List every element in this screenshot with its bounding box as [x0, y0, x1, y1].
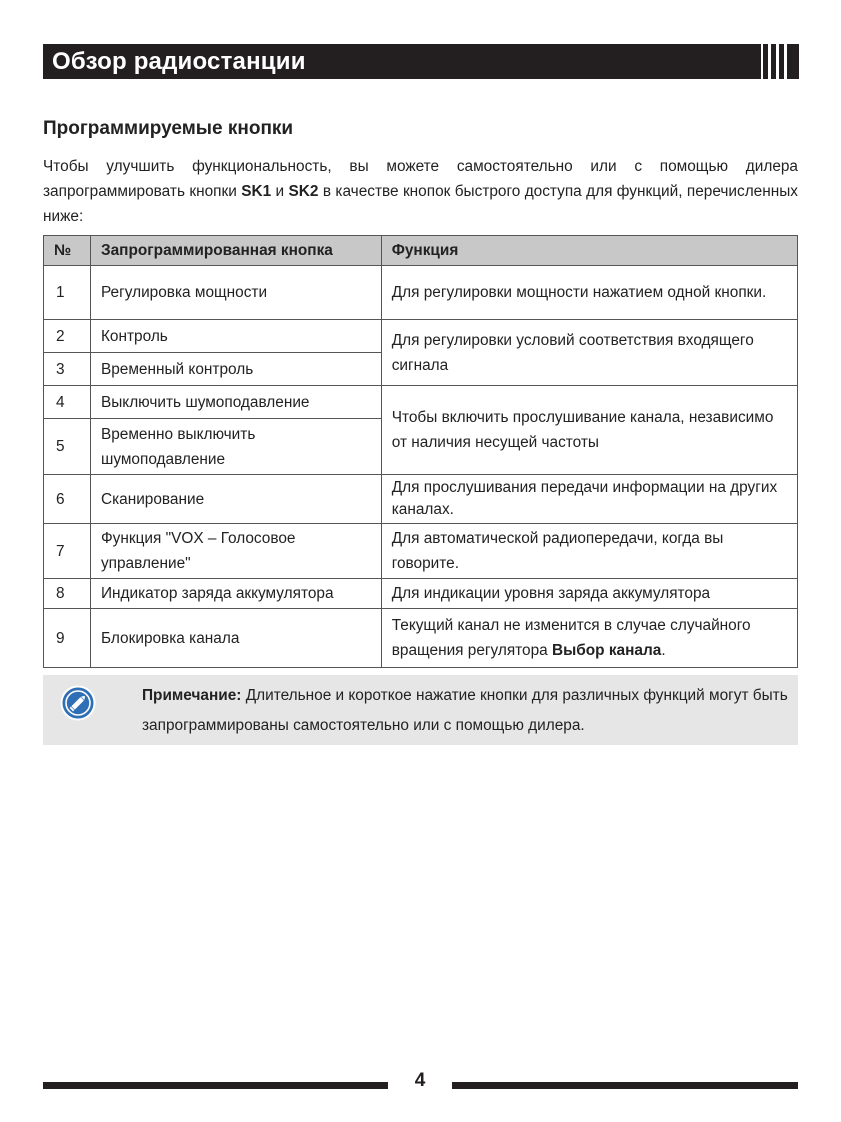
row-button: Блокировка канала — [90, 609, 381, 668]
channel-selector-label: Выбор канала — [552, 642, 662, 659]
pencil-note-icon — [60, 685, 96, 721]
row-function: Чтобы включить прослушивание канала, независимо от наличия несущей частоты — [381, 386, 797, 475]
row-button: Регулировка мощности — [90, 266, 381, 320]
row-button: Временный контроль — [90, 353, 381, 386]
row-number: 4 — [44, 386, 91, 419]
header-button: Запрограммированная кнопка — [90, 236, 381, 266]
row-button: Контроль — [90, 320, 381, 353]
page-number: 4 — [414, 1070, 426, 1091]
note-label: Примечание: — [142, 687, 242, 704]
header-stripes-decoration — [763, 44, 799, 79]
row-number: 8 — [44, 579, 91, 609]
section-title: Программируемые кнопки — [43, 118, 294, 139]
header-function: Функция — [381, 236, 797, 266]
intro-paragraph: Чтобы улучшить функциональность, вы можете самостоятельно или с помощью дилера запрограммировать кнопки SK1 и SK2 в качестве кнопок быстрого доступа для функций, перечисленных ниже: — [43, 158, 798, 225]
row-function: Для регулировки мощности нажатием одной кнопки. — [381, 266, 797, 320]
row-function: Текущий канал не изменится в случае случайного вращения регулятора Выбор канала. — [381, 609, 797, 668]
row-number: 6 — [44, 475, 91, 524]
row-function: Для индикации уровня заряда аккумулятора — [381, 579, 797, 609]
row-button: Выключить шумоподавление — [90, 386, 381, 419]
table-row — [44, 524, 798, 579]
footer-line-right — [452, 1082, 798, 1089]
row-function: Для автоматической радиопередачи, когда вы говорите. — [381, 524, 797, 579]
row-number: 3 — [44, 353, 91, 386]
table-header-row — [44, 236, 798, 266]
row-number: 2 — [44, 320, 91, 353]
footer-line-left — [43, 1082, 388, 1089]
row-number: 5 — [44, 419, 91, 475]
row-button: Индикатор заряда аккумулятора — [90, 579, 381, 609]
table-row — [44, 609, 798, 668]
page-title: Обзор радиостанции — [43, 44, 761, 79]
header-num: № — [44, 236, 91, 266]
table-row — [44, 579, 798, 609]
row-button: Временно выключить шумоподавление — [90, 419, 381, 475]
table-row — [44, 320, 798, 353]
table-row — [44, 386, 798, 419]
sk1-label: SK1 — [241, 183, 272, 200]
row-number: 1 — [44, 266, 91, 320]
row-function: Для прослушивания передачи информации на других каналах. — [381, 475, 797, 524]
table-row — [44, 475, 798, 524]
row-number: 9 — [44, 609, 91, 668]
row-button: Сканирование — [90, 475, 381, 524]
row-number: 7 — [44, 524, 91, 579]
note-text: Примечание: Длительное и короткое нажатие кнопки для различных функций могут быть запрограммированы самостоятельно или с помощью дилера. — [142, 687, 788, 734]
row-function: Для регулировки условий соответствия входящего сигнала — [381, 320, 797, 386]
sk2-label: SK2 — [288, 183, 319, 200]
programmable-buttons-table — [43, 235, 798, 668]
row-button: Функция "VOX – Голосовое управление" — [90, 524, 381, 579]
table-row — [44, 266, 798, 320]
